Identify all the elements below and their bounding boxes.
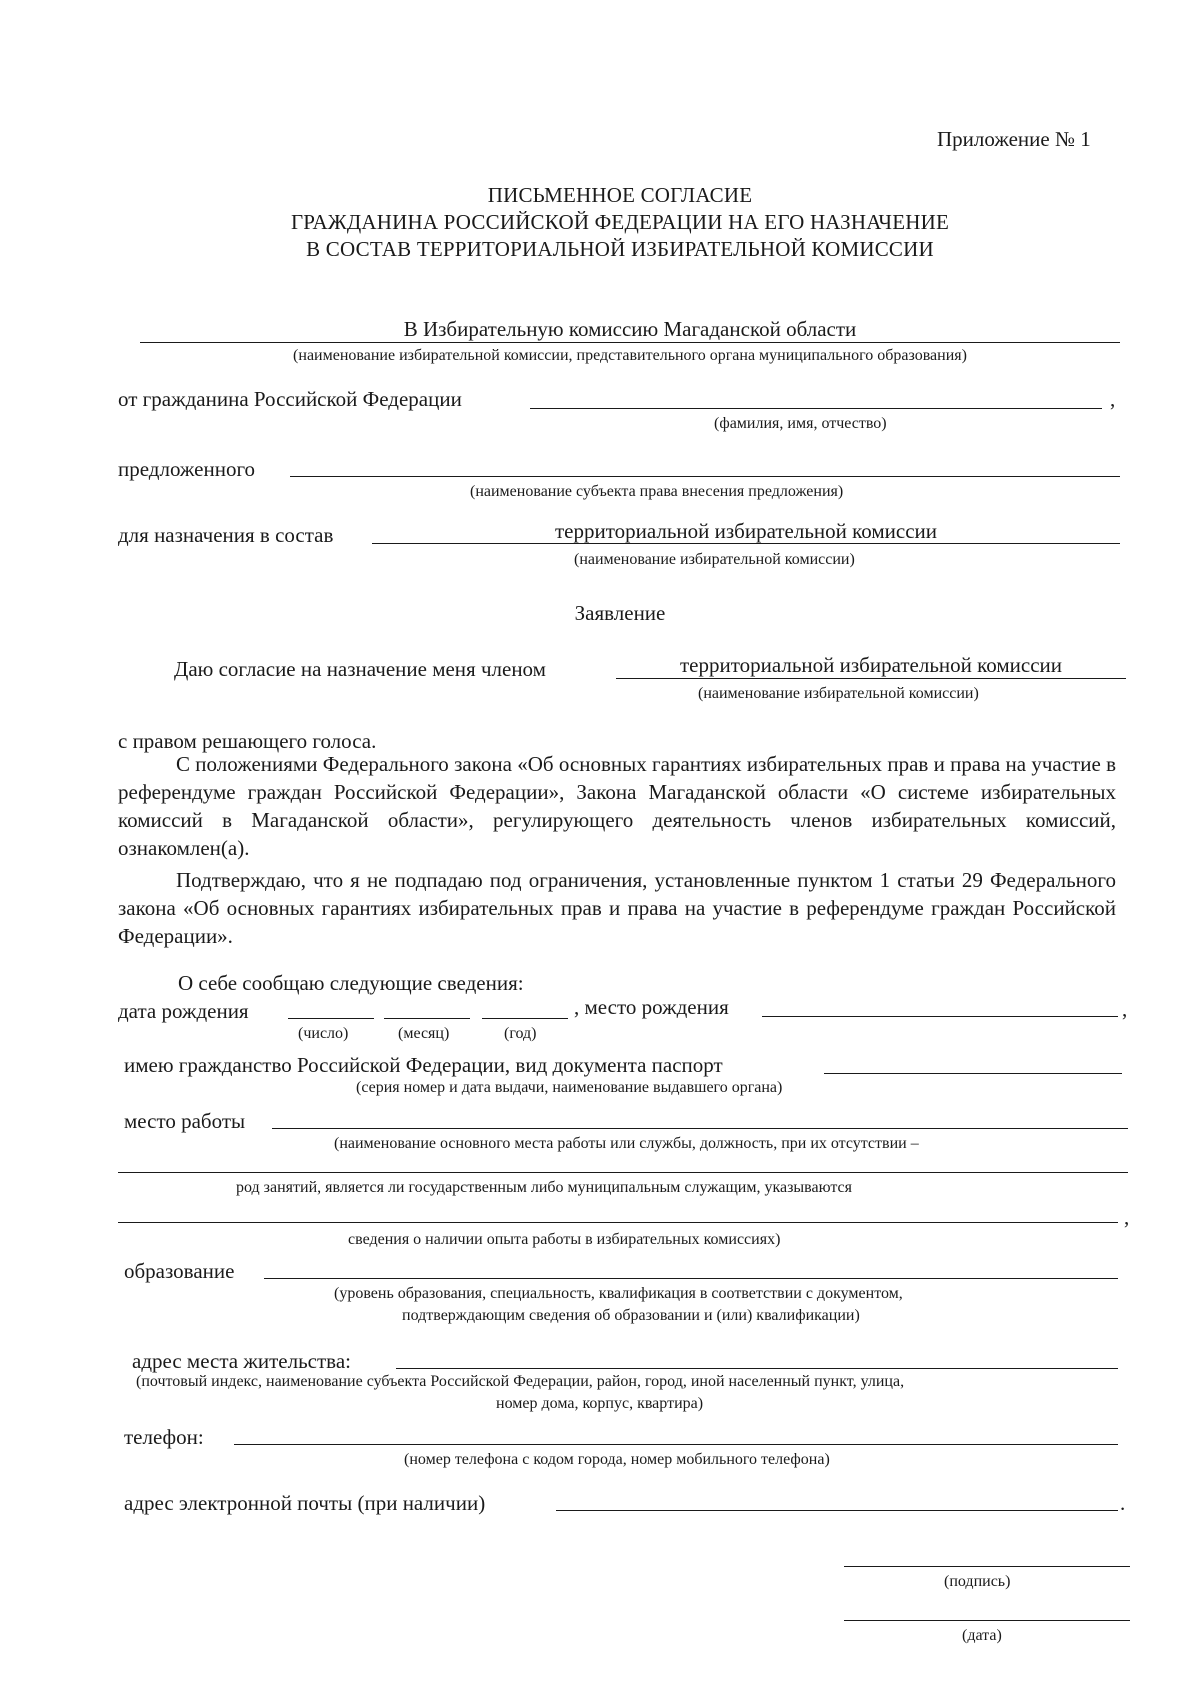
statement-heading: Заявление [574, 601, 666, 625]
consent-label: Даю согласие на назначение меня членом [174, 657, 546, 681]
work-hint-1: (наименование основного места работы или службы, должность, при их отсутствии – [334, 1135, 919, 1152]
from-label: от гражданина Российской Федерации [118, 387, 462, 411]
birth-month-line[interactable] [384, 1018, 470, 1019]
phone-label: телефон: [124, 1425, 204, 1449]
signature-hint: (подпись) [944, 1573, 1011, 1590]
paragraph-confirm-text: Подтверждаю, что я не подпадаю под ограничения, установленные пунктом 1 статьи 29 Федерального закона «Об основных гарантиях избирательных прав и права на участие в референдуме граждан Российской Федерации». [118, 868, 1116, 948]
title-line-1: ПИСЬМЕННОЕ СОГЛАСИЕ [487, 183, 753, 207]
birth-year-hint: (год) [504, 1025, 537, 1042]
residence-label: адрес места жительства: [132, 1349, 351, 1373]
proposed-line[interactable] [290, 476, 1120, 477]
birth-year-line[interactable] [482, 1018, 568, 1019]
appoint-line[interactable] [372, 543, 1120, 544]
birth-place-line[interactable] [762, 1016, 1118, 1017]
appoint-hint: (наименование избирательной комиссии) [574, 551, 855, 568]
title-line-3: В СОСТАВ ТЕРРИТОРИАЛЬНОЙ ИЗБИРАТЕЛЬНОЙ КОМИССИИ [306, 237, 934, 261]
residence-hint-1: (почтовый индекс, наименование субъекта Российской Федерации, район, город, иной населенный пункт, улица, [136, 1373, 905, 1390]
birth-month-hint: (месяц) [398, 1025, 450, 1042]
phone-line[interactable] [234, 1444, 1118, 1445]
appoint-label: для назначения в состав [118, 523, 334, 547]
appendix-label: Приложение № 1 [937, 127, 1091, 151]
phone-hint: (номер телефона с кодом города, номер мобильного телефона) [404, 1451, 830, 1468]
paragraph-acquainted [118, 750, 1116, 862]
passport-hint: (серия номер и дата выдачи, наименование выдавшего органа) [356, 1079, 783, 1096]
signature-line[interactable] [844, 1566, 1130, 1567]
from-comma: , [1110, 387, 1116, 411]
work-line-3[interactable] [118, 1222, 1118, 1223]
education-hint-1: (уровень образования, специальность, квалификация в соответствии с документом, [334, 1285, 903, 1302]
paragraph-acquainted-text: С положениями Федерального закона «Об основных гарантиях избирательных прав и права на участие в референдуме граждан Российской Федерации», Закона Магаданской области «О системе избирательных комиссий в Магаданской области», регулирующего деятельность членов избирательных комиссий, ознакомлен(а). [118, 752, 1116, 860]
residence-line[interactable] [396, 1368, 1118, 1369]
title-line-2: ГРАЖДАНИНА РОССИЙСКОЙ ФЕДЕРАЦИИ НА ЕГО НАЗНАЧЕНИЕ [290, 210, 950, 234]
proposed-hint: (наименование субъекта права внесения предложения) [470, 483, 844, 500]
passport-line[interactable] [824, 1073, 1122, 1074]
proposed-label: предложенного [118, 457, 256, 481]
residence-hint-2: номер дома, корпус, квартира) [496, 1395, 704, 1412]
date-line[interactable] [844, 1620, 1130, 1621]
date-hint: (дата) [962, 1627, 1002, 1644]
birth-date-label: дата рождения [118, 999, 249, 1023]
birth-day-hint: (число) [298, 1025, 349, 1042]
work-label: место работы [124, 1109, 246, 1133]
citizenship-label: имею гражданство Российской Федерации, вид документа паспорт [124, 1053, 723, 1077]
education-hint-2: подтверждающим сведения об образовании и (или) квалификации) [402, 1307, 860, 1324]
consent-value: территориальной избирательной комиссии [679, 653, 1063, 677]
paragraph-confirm [118, 866, 1116, 950]
education-line[interactable] [264, 1278, 1118, 1279]
birth-place-label: , место рождения [574, 995, 729, 1019]
work-hint-3: сведения о наличии опыта работы в избирательных комиссиях) [348, 1231, 781, 1248]
birth-comma: , [1122, 997, 1128, 1021]
email-label: адрес электронной почты (при наличии) [124, 1491, 486, 1515]
consent-line[interactable] [616, 678, 1126, 679]
email-dot: . [1120, 1491, 1126, 1515]
voting-right-text: с правом решающего голоса. [118, 729, 377, 753]
work-hint-2: род занятий, является ли государственным либо муниципальным служащим, указываются [236, 1179, 852, 1196]
work-comma: , [1124, 1205, 1130, 1229]
addressee-line[interactable] [140, 342, 1120, 343]
addressee-hint: (наименование избирательной комиссии, представительного органа муниципального образования) [293, 347, 967, 364]
full-name-hint: (фамилия, имя, отчество) [714, 415, 887, 432]
work-line-2[interactable] [118, 1172, 1128, 1173]
about-heading: О себе сообщаю следующие сведения: [178, 971, 524, 995]
appoint-value: территориальной избирательной комиссии [554, 519, 938, 543]
consent-hint: (наименование избирательной комиссии) [698, 685, 979, 702]
full-name-line[interactable] [530, 408, 1102, 409]
addressee-value: В Избирательную комиссию Магаданской области [403, 317, 857, 341]
education-label: образование [124, 1259, 235, 1283]
birth-day-line[interactable] [288, 1018, 374, 1019]
email-line[interactable] [556, 1510, 1118, 1511]
work-line-1[interactable] [272, 1128, 1128, 1129]
